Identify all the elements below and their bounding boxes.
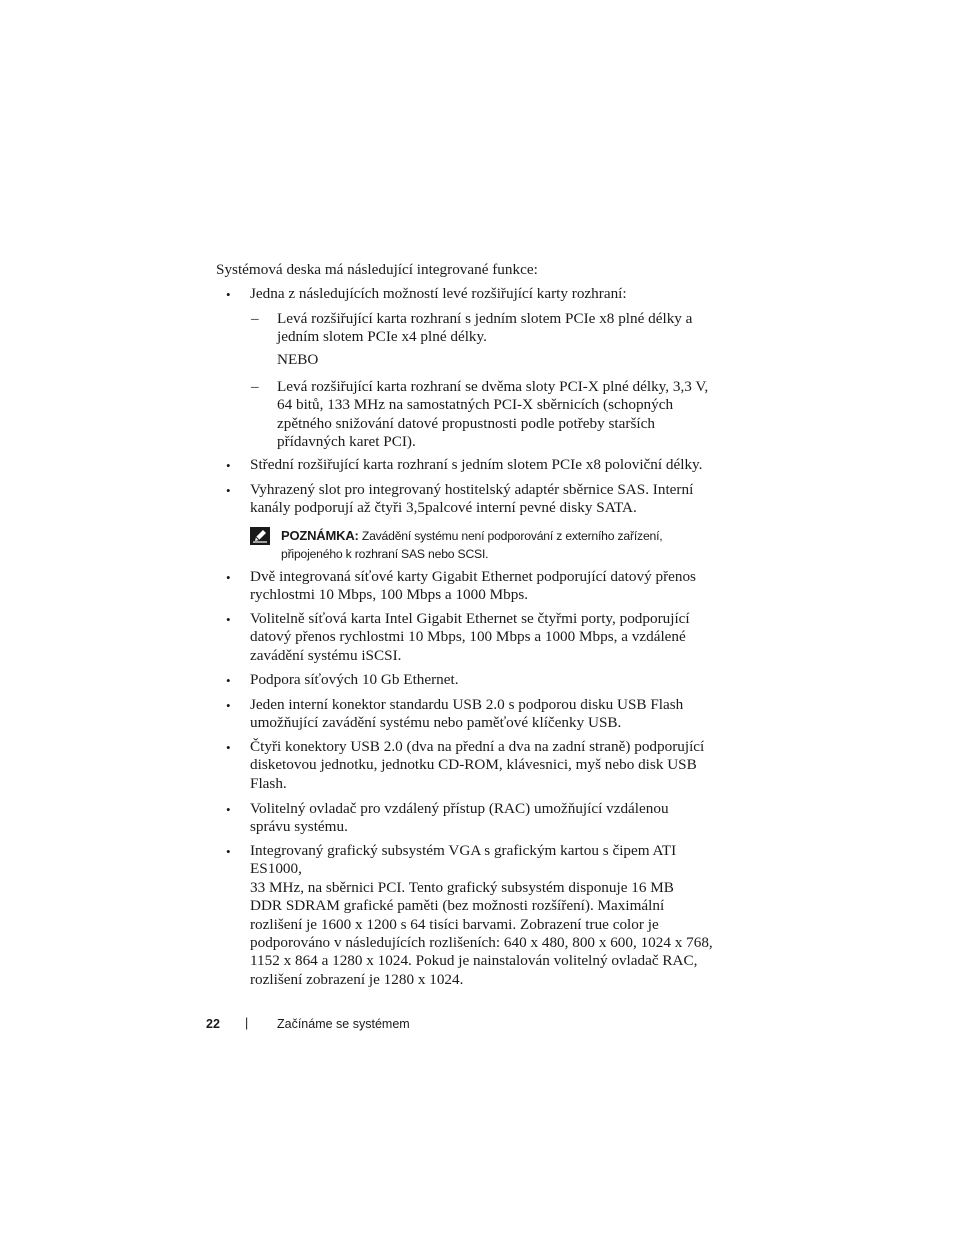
note-text: Zavádění systému není podporování z externího zařízení,: [361, 529, 663, 543]
bullet: •: [226, 612, 231, 627]
sub-list-item: Levá rozšiřující karta rozhraní s jedním slotem PCIe x8 plné délky a jedním slotem PCIe x4 plné délky.: [277, 310, 693, 346]
note-pencil-icon: [250, 527, 270, 545]
list-item: Jeden interní konektor standardu USB 2.0 s podporou disku USB Flash umožňující zavádění systému nebo paměťové klíčenky USB.: [250, 696, 684, 732]
bullet: •: [226, 483, 231, 498]
bullet: •: [226, 287, 231, 302]
list-item: Volitelný ovladač pro vzdálený přístup (RAC) umožňující vzdálenou správu systému.: [250, 800, 669, 836]
sub-list-item: Levá rozšiřující karta rozhraní se dvěma sloty PCI-X plné délky, 3,3 V, 64 bitů, 133 MHz na samostatných PCI-X sběrnicích (schopných zpětného snižování datové propustnosti podle potřeby starších přídavných karet PCI).: [277, 378, 709, 451]
bullet: •: [226, 698, 231, 713]
footer-section-title: Začínáme se systémem: [277, 1017, 410, 1031]
list-item: Dvě integrovaná síťové karty Gigabit Ethernet podporující datový přenos rychlostmi 10 Mbps, 100 Mbps a 1000 Mbps.: [250, 568, 696, 604]
list-item: Vyhrazený slot pro integrovaný hostitelský adaptér sběrnice SAS. Interní kanály podporují až čtyři 3,5palcové interní pevné disky SATA.: [250, 481, 694, 517]
bullet: •: [226, 740, 231, 755]
dash: –: [251, 310, 259, 327]
note-line-1: [281, 527, 721, 546]
bullet: •: [226, 570, 231, 585]
page-number: 22: [206, 1017, 220, 1031]
list-item: Střední rozšiřující karta rozhraní s jedním slotem PCIe x8 poloviční délky.: [250, 456, 703, 473]
note-line-2: připojeného k rozhraní SAS nebo SCSI.: [281, 546, 489, 561]
bullet: •: [226, 673, 231, 688]
bullet: •: [226, 458, 231, 473]
list-item: Jedna z následujících možností levé rozšiřující karty rozhraní:: [250, 285, 627, 302]
note-block: [281, 527, 721, 563]
list-item: Podpora síťových 10 Gb Ethernet.: [250, 671, 459, 688]
or-text: NEBO: [277, 351, 319, 368]
bullet: •: [226, 844, 231, 859]
list-item: Čtyři konektory USB 2.0 (dva na přední a dva na zadní straně) podporující disketovou jednotku, jednotku CD-ROM, klávesnici, myš nebo disk USB Flash.: [250, 738, 705, 792]
dash: –: [251, 378, 259, 395]
footer-separator: |: [245, 1016, 249, 1030]
intro-text: Systémová deska má následující integrované funkce:: [216, 261, 538, 278]
note-title: POZNÁMKA:: [281, 528, 359, 543]
list-item: Volitelně síťová karta Intel Gigabit Ethernet se čtyřmi porty, podporující datový přenos rychlostmi 10 Mbps, 100 Mbps a 1000 Mbps, a vzdálené zavádění systému iSCSI.: [250, 610, 690, 664]
bullet: •: [226, 802, 231, 817]
list-item: Integrovaný grafický subsystém VGA s grafickým kartou s čipem ATI ES1000, 33 MHz, na sběrnici PCI. Tento grafický subsystém disponuje 16 MB DDR SDRAM grafické paměti (bez možnosti rozšíření). Maximální rozlišení je 1600 x 1200 s 64 tisíci barvami. Zobrazení true color je podporováno v následujících rozlišeních: 640 x 480, 800 x 600, 1024 x 768, 1152 x 864 a 1280 x 1024. Pokud je nainstalován volitelný ovladač RAC, rozlišení zobrazení je 1280 x 1024.: [250, 842, 713, 988]
